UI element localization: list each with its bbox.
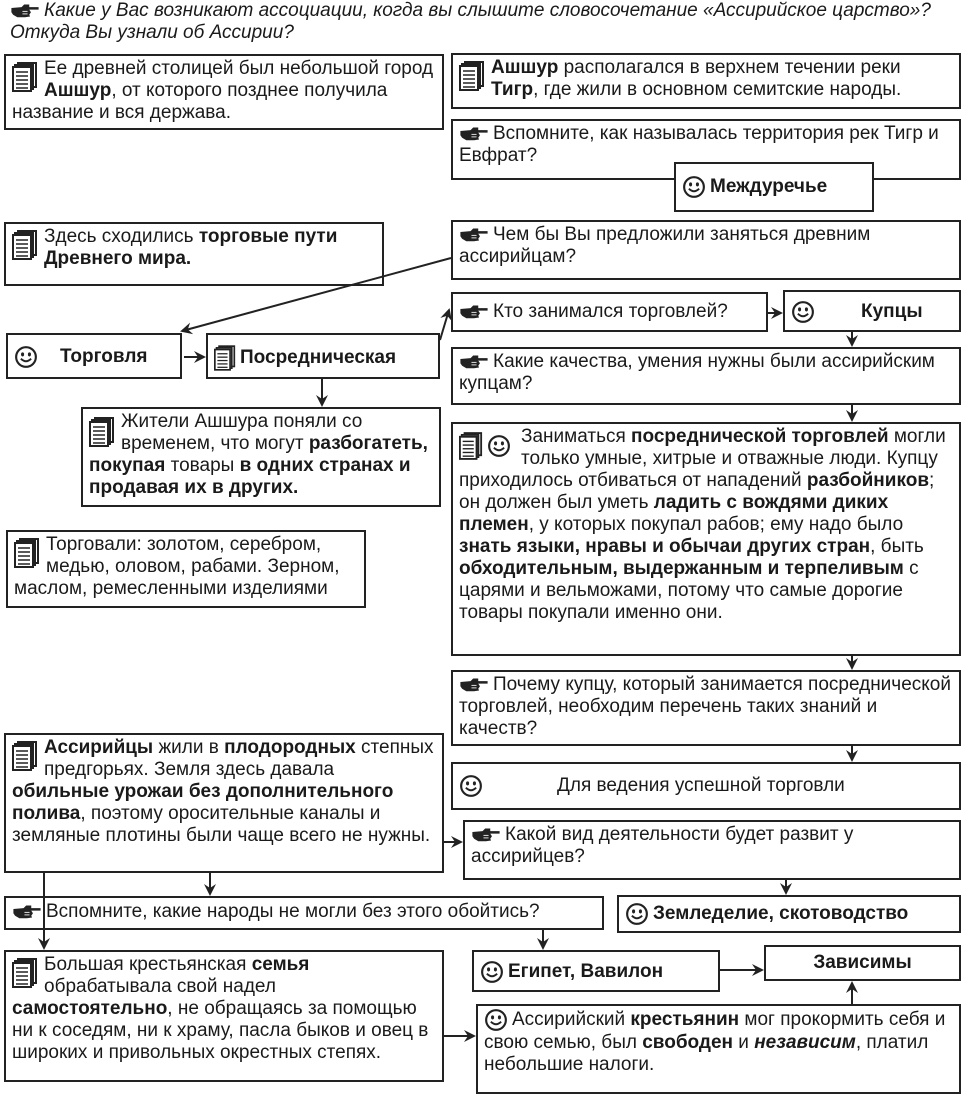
intermediary-text: Посредническая [240, 347, 397, 369]
book-icon [12, 60, 38, 94]
pointing-hand-icon [459, 125, 489, 142]
book-icon [12, 228, 38, 262]
egypt-babylon-box [472, 950, 720, 992]
intro-question-text: Какие у Вас возникают ассоциации, когда вы слышите словосочетание «Ассирийское царство»? Откуда Вы узнали об Ассирии? [10, 0, 931, 43]
capital-box [4, 54, 444, 130]
pointing-hand-icon [459, 676, 489, 693]
who-traded-question-text: Кто занимался торговлей? [493, 301, 728, 322]
success-text: Для ведения успешной торговли [557, 775, 845, 797]
merchant-p2: могли только умные, хитрые и отважные люди. Купцу приходилось отбиваться от нападений [459, 426, 946, 491]
ashur-location-a: располагался в верхнем течении реки [558, 57, 901, 78]
peasant-box [476, 1004, 961, 1094]
book-icon [214, 345, 236, 371]
smiley-icon [791, 300, 815, 324]
family-a: Большая крестьянская [44, 954, 252, 975]
merchant-b3: ладить с вождями диких племен [459, 492, 889, 535]
pointing-hand-icon [10, 2, 40, 19]
peoples-question-text: Вспомните, какие народы не могли без этого обойтись? [46, 901, 540, 922]
peasant-b2: свободен [642, 1032, 734, 1053]
trade-text: Торговля [60, 346, 148, 368]
mesopotamia-text: Междуречье [710, 176, 828, 198]
merchant-p1: Заниматься [521, 426, 632, 447]
ashur-rich-d: в одних странах и продавая их в других. [89, 455, 411, 498]
family-b2: самостоятельно [12, 998, 168, 1019]
ashur-location-b2: Тигр [491, 79, 534, 100]
peasant-d: и [733, 1032, 755, 1053]
trade-routes-a: Здесь сходились [44, 226, 199, 247]
goods-text: Торговали: золотом, серебром, медью, оловом, рабами. Зерном, маслом, ремесленными изделиями [14, 534, 340, 599]
smiley-icon [459, 774, 483, 798]
peasant-e: , платил небольшие налоги. [484, 1032, 929, 1075]
goods-box [6, 530, 366, 608]
ashur-rich-a: Жители Ашшура поняли со временем, что могут [121, 411, 363, 454]
qualities-question-text: Какие качества, умения нужны были ассирийским купцам? [459, 351, 935, 394]
pointing-hand-icon [459, 226, 489, 243]
occupation-question-text: Чем бы Вы предложили заняться древним ассирийцам? [459, 224, 871, 267]
peasant-c: мог прокормить себя и свою семью, был [484, 1009, 946, 1053]
activity-question-text: Какой вид деятельности будет развит у ассирийцев? [471, 824, 854, 867]
ashur-location-c: , где жили в основном семитские народы. [533, 79, 902, 100]
rivers-question-text: Вспомните, как называлась территория рек Тигр и Евфрат? [459, 123, 939, 166]
book-icon [12, 956, 38, 990]
agriculture-box [617, 895, 961, 933]
agriculture-text: Земледелие, скотоводство [653, 903, 909, 925]
dependent-text: Зависимы [813, 952, 912, 973]
smiley-icon [682, 175, 706, 199]
pointing-hand-icon [471, 826, 501, 843]
fertile-box [4, 733, 444, 873]
fertile-b1: Ассирийцы [44, 737, 154, 758]
merchant-b5: обходительным, выдержанным и терпеливым [459, 558, 904, 579]
merchant-b1: посреднической торговлей [631, 426, 889, 447]
merchant-p3: ; он должен был уметь [459, 470, 935, 513]
mesopotamia-box [674, 162, 874, 212]
why-question-text: Почему купцу, который занимается посреднической торговлей, необходим перечень таких знаний и качеств? [459, 674, 951, 739]
family-box [4, 950, 444, 1082]
ashur-rich-box [81, 407, 441, 507]
book-icon [89, 415, 115, 449]
fertile-d: , поэтому оросительные каналы и земляные плотины были чаще всего не нужны. [12, 803, 431, 846]
book-icon [14, 536, 40, 570]
smiley-icon [480, 960, 504, 984]
merchants-box [783, 290, 961, 332]
capital-text-c: , от которого позднее получила название и вся держава. [12, 80, 388, 123]
pointing-hand-icon [459, 353, 489, 370]
family-c: обрабатывала свой надел [44, 976, 276, 997]
merchant-b4: знать языки, нравы и обычаи других стран [459, 536, 871, 557]
pointing-hand-icon [12, 903, 42, 920]
smiley-icon [14, 345, 38, 369]
merchants-text: Купцы [861, 301, 923, 323]
occupation-question-box [451, 220, 961, 280]
smiley-icon [625, 902, 649, 926]
fertile-b3: обильные урожаи без дополнительного полива [12, 781, 394, 824]
peasant-b3: независим [754, 1032, 856, 1053]
egypt-babylon-text: Египет, Вавилон [508, 961, 664, 983]
book-icon [12, 739, 38, 773]
book-icon [459, 59, 485, 93]
qualities-question-box [451, 347, 961, 405]
ashur-rich-b: разбогатеть, покупая [89, 433, 428, 476]
peoples-question-box [4, 896, 604, 930]
fertile-a: жили в [153, 737, 225, 758]
merchant-p4: , у которых покупал рабов; ему надо было [528, 514, 904, 535]
dependent-box [764, 945, 961, 981]
pointing-hand-icon [459, 303, 489, 320]
smiley-icon [487, 434, 511, 458]
smiley-icon [484, 1008, 508, 1032]
ashur-location-b1: Ашшур [491, 57, 559, 78]
why-question-box [451, 670, 961, 746]
success-box [451, 762, 961, 810]
merchant-p5: , быть [870, 536, 924, 557]
trade-routes-box [4, 222, 384, 286]
arrow-intermediary-to-who [440, 310, 449, 340]
book-icon [459, 430, 483, 462]
ashur-location-box [451, 53, 961, 109]
trade-routes-b: торговые пути Древнего мира. [44, 226, 338, 269]
intro-question [10, 0, 960, 44]
capital-text-b: Ашшур [44, 80, 112, 101]
ashur-rich-c: товары [165, 455, 240, 476]
fertile-c: степных предгорьях. Земля здесь давала [44, 737, 434, 780]
trade-box [6, 333, 182, 379]
fertile-b2: плодородных [224, 737, 356, 758]
who-traded-question-box [451, 292, 768, 332]
peasant-b1: крестьянин [630, 1009, 740, 1031]
family-b1: семья [251, 954, 310, 975]
capital-text-a: Ее древней столицей был небольшой город [44, 58, 434, 79]
merchant-p6: с царями и вельможами, потому что самые дорогие товары покупали именно они. [459, 558, 919, 623]
family-d: , не обращаясь за помощью ни к соседям, ни к храму, пасла быков и овец в широких и привольных окрестных степях. [12, 998, 429, 1063]
merchant-text-box [451, 422, 961, 656]
merchant-b2: разбойников [806, 470, 930, 491]
intermediary-box [206, 333, 440, 379]
peasant-a: Ассирийский [512, 1009, 631, 1031]
activity-question-box [463, 820, 961, 880]
